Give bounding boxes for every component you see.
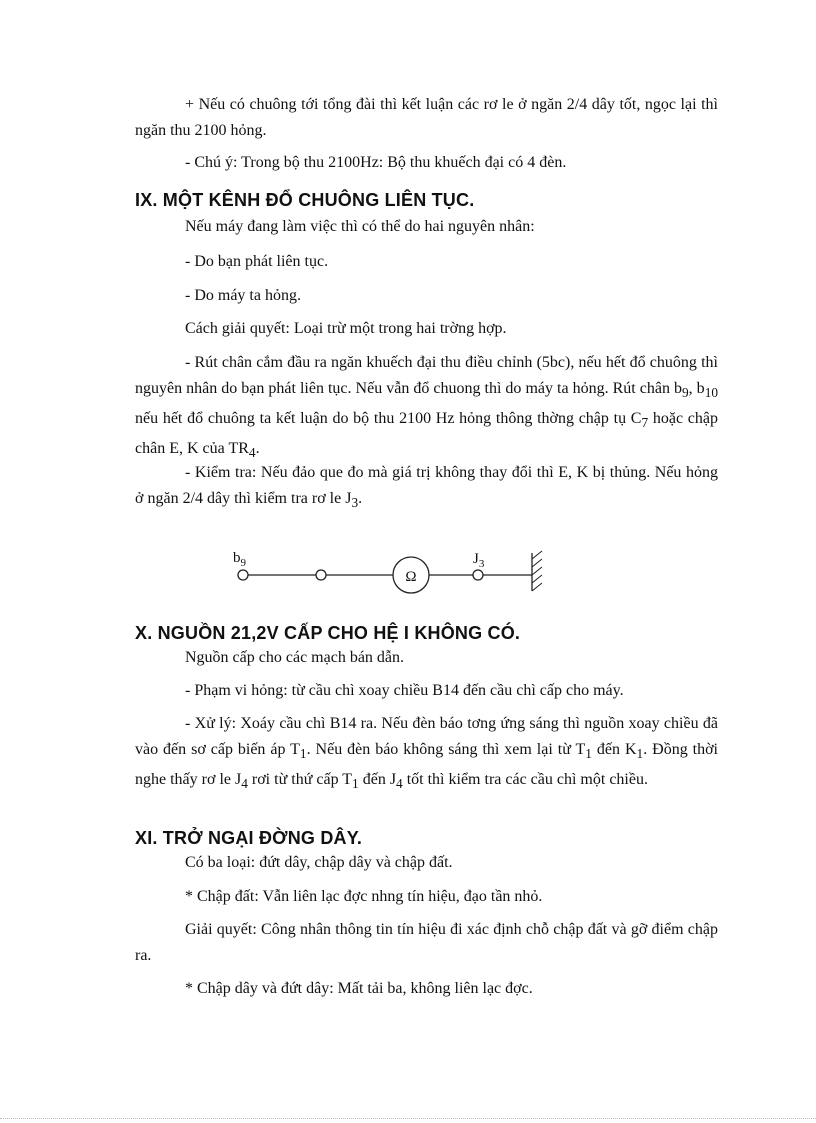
subscript: 1 [299, 746, 307, 762]
text-run: - Kiểm tra: Nếu đảo que đo mà giá trị không thay đổi thì E, K bị thủng. Nếu hỏng ở ngăn 2/4 dây thì kiểm tra rơ le J [135, 464, 718, 507]
circuit-diagram [225, 543, 555, 603]
terminal-b9 [238, 570, 248, 580]
terminal-j3 [473, 570, 483, 580]
paragraph: - Phạm vi hỏng: từ cầu chì xoay chiều B14 đến cầu chì cấp cho máy. [185, 682, 624, 699]
paragraph: Nguồn cấp cho các mạch bán dẫn. [185, 649, 405, 666]
text-run: , b [688, 380, 705, 397]
subscript: 7 [641, 415, 649, 431]
ground-icon [532, 551, 542, 591]
paragraph [135, 711, 718, 797]
paragraph: - Do máy ta hỏng. [185, 287, 301, 304]
paragraph: Nếu máy đang làm việc thì có thể do hai nguyên nhân: [185, 218, 535, 235]
subscript: 4 [248, 445, 256, 461]
text-run: . [358, 490, 363, 507]
text-run: đến J [358, 771, 397, 789]
text-run: hoặc chập chân E, K của TR [135, 410, 718, 458]
subscript: 4 [241, 776, 248, 792]
paragraph: Cách giải quyết: Loại trừ một trong hai trờng hợp. [185, 320, 507, 337]
text-run: tốt thì kiểm tra các cầu chì một chiều. [402, 771, 648, 789]
subscript: 1 [352, 776, 359, 792]
subscript: 10 [704, 385, 719, 401]
terminal-node [316, 570, 326, 580]
paragraph [135, 460, 718, 516]
subscript: 1 [585, 746, 592, 762]
ohm-icon: Ω [405, 569, 417, 585]
paragraph: * Chập đất: Vẫn liên lạc đợc nhng tín hiệu, đạo tần nhỏ. [185, 888, 543, 905]
page-divider [0, 1118, 816, 1119]
paragraph: * Chập dây và đứt dây: Mất tải ba, không liên lạc đợc. [185, 980, 533, 997]
subscript: 3 [351, 495, 359, 511]
text-run: . Đồng thời nghe thấy rơ le J [135, 741, 719, 789]
paragraph: Có ba loại: đứt dây, chập dây và chập đất. [185, 854, 453, 871]
paragraph: Giải quyết: Công nhân thông tin tín hiệu đi xác định chỗ chập đất và gỡ điểm chập ra. [135, 921, 718, 964]
text-run: - Rút chân cắm đầu ra ngăn khuếch đại thu điều chỉnh (5bc), nếu hết đổ chuông thì nguyên nhân do bạn phát liên tục. Nếu vẫn đổ chuong thì do máy ta hỏng. Rút chân b [135, 354, 718, 397]
diagram-label-b9: $b_9$ [233, 550, 246, 569]
text-run: . [255, 440, 260, 458]
text-run: . Nếu đèn báo không sáng thì xem lại từ T [306, 741, 586, 758]
text-run: rơi từ thứ cấp T [247, 771, 353, 789]
text-run: nếu hết đổ chuông ta kết luận do bộ thu 2100 Hz hỏng thông thờng chập tụ C [135, 410, 642, 428]
section-heading: X. NGUỒN 21,2V CẤP CHO HỆ I KHÔNG CÓ. [135, 623, 521, 643]
text-run: - Xử lý: Xoáy cầu chì B14 ra. Nếu đèn báo tơng ứng sáng thì nguồn xoay chiều đã vào đến sơ cấp biến áp T [135, 715, 718, 758]
subscript: 9 [681, 385, 689, 401]
text-run: đến K [591, 741, 637, 758]
section-heading: XI. TRỞ NGẠI ĐỜNG DÂY. [135, 828, 363, 848]
subscript: 1 [636, 746, 644, 762]
subscript: 4 [396, 776, 403, 792]
paragraph: - Do bạn phát liên tục. [185, 253, 329, 270]
paragraph: + Nếu có chuông tới tổng đài thì kết luận các rơ le ở ngăn 2/4 dây tốt, ngọc lại thì ngăn thu 2100 hỏng. [135, 96, 718, 139]
section-heading: IX. MỘT KÊNH ĐỔ CHUÔNG LIÊN TỤC. [135, 190, 475, 210]
paragraph [135, 350, 718, 467]
paragraph: - Chú ý: Trong bộ thu 2100Hz: Bộ thu khuếch đại có 4 đèn. [185, 154, 567, 171]
diagram-label-j3: $J_3$ [473, 551, 485, 570]
